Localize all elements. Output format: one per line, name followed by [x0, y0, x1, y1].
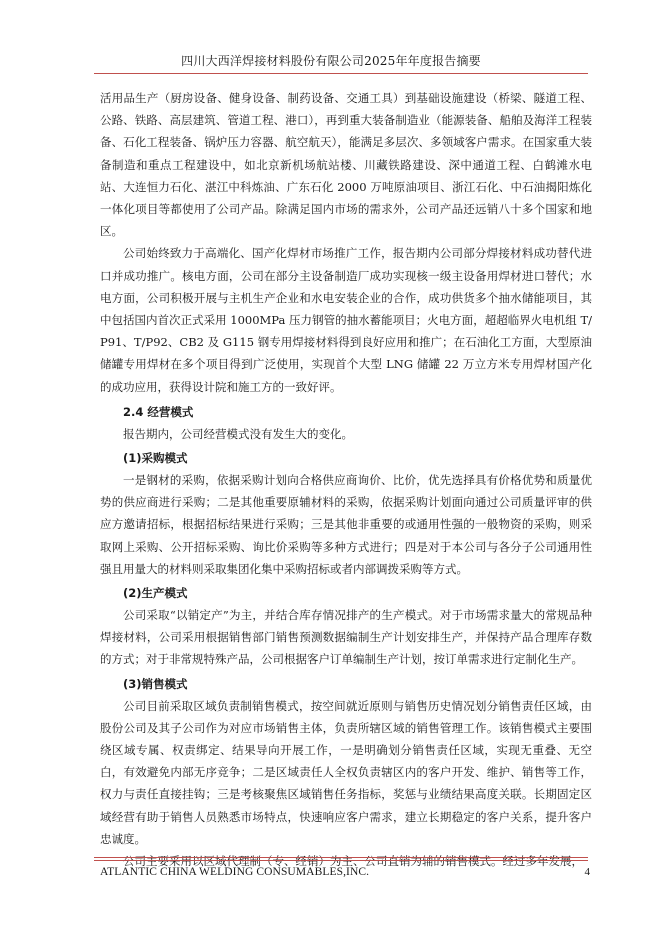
- section-heading-business-model: 2.4 经营模式: [123, 404, 194, 419]
- paragraph-procurement-model: 一是钢材的采购，依据采购计划向合格供应商询价、比价，优先选择具有价格优势和质量优势的供应商进行采购；二是其他重要原辅材料的采购，依据采购计划面向通过公司质量评审的供应方邀请招标，根据招标结果进行采购；三是其他非重要的或通用性强的一般物资的采购，则采取网上采购、公开招标采购、询比价采购等多种方式进行；四是对于本公司与各分子公司通用性强且用量大的材料则采取集团化集中采购招标或者内部调拨采购等方式。: [100, 473, 592, 576]
- subheading-procurement-model: (1)采购模式: [123, 451, 188, 466]
- page-number: 4: [584, 866, 590, 878]
- report-header-title: 四川大西洋焊接材料股份有限公司2025年年度报告摘要: [181, 54, 481, 68]
- footer-divider-top: [94, 857, 588, 858]
- page-content: [100, 87, 592, 872]
- header-divider: [94, 73, 588, 74]
- paragraph-sales-model: 公司目前采取区域负责制销售模式，按空间就近原则与销售历史情况划分销售责任区域，由股份公司及其子公司作为对应市场销售主体，负责所辖区域的销售管理工作。该销售模式主要围绕区域专属、权责绑定、结果导向开展工作，一是明确划分销售责任区域，实现无重叠、无空白，有效避免内部无序竞争；二是区域责任人全权负责辖区内的客户开发、维护、销售等工作，权力与责任直接挂钩；三是考核聚焦区域销售任务指标，奖惩与业绩结果高度关联。长期固定区域经营有助于销售人员熟悉市场特点，快速响应客户需求，建立长期稳定的客户关系，提升客户忠诚度。: [100, 698, 592, 846]
- paragraph-production-model: 公司采取“以销定产”为主，并结合库存情况排产的生产模式。对于市场需求量大的常规品种焊接材料，公司采用根据销售部门销售预测数据编制生产计划安排生产，并保持产品合理库存数的方式；对于非常规特殊产品，公司根据客户订单编制生产计划，按订单需求进行定制化生产。: [100, 608, 592, 667]
- footer-company-name: ATLANTIC CHINA WELDING CONSUMABLES,INC.: [100, 866, 370, 878]
- paragraph-sales-channels: 公司主要采用以区域代理制（专、经销）为主、公司直销为辅的销售模式。经过多年发展，: [123, 854, 583, 869]
- footer-divider-bottom: [94, 860, 588, 861]
- subheading-sales-model: (3)销售模式: [123, 676, 188, 691]
- paragraph-business-model-intro: 报告期内，公司经营模式没有发生大的变化。: [123, 426, 353, 441]
- paragraph-product-applications: 活用品生产（厨房设备、健身设备、制药设备、交通工具）到基础设施建设（桥梁、隧道工程、公路、铁路、高层建筑、管道工程、港口），再到重大装备制造业（能源装备、船舶及海洋工程装备、石化工程装备、锅炉压力容器、航空航天），能满足多层次、多领域客户需求。在国家重大装备制造和重点工程建设中，如北京新机场航站楼、川藏铁路建设、深中通道工程、白鹤滩水电站、大连恒力石化、湛江中科炼油、广东石化 2000 万吨原油项目、浙江石化、中石油揭阳炼化一体化项目等都使用了公司产品。除满足国内市场的需求外，公司产品还远销八十多个国家和地区。: [100, 91, 592, 239]
- paragraph-market-promotion: 公司始终致力于高端化、国产化焊材市场推广工作，报告期内公司部分焊接材料成功替代进口并成功推广。核电方面，公司在部分主设备制造厂成功实现核一级主设备用焊材进口替代；水电方面，公司积极开展与主机生产企业和水电安装企业的合作，成功供货多个抽水储能项目，其中包括国内首次正式采用 1000MPa 压力钢管的抽水蓄能项目；火电方面，超超临界火电机组 T/P91、T/P92、CB2 及 G115 钢专用焊接材料得到良好应用和推广；在石油化工方面，大型原油储罐专用焊材在多个项目得到广泛使用，实现首个大型 LNG 储罐 22 万立方米专用焊材国产化的成功应用，获得设计院和施工方的一致好评。: [100, 246, 592, 394]
- subheading-production-model: (2)生产模式: [123, 586, 188, 601]
